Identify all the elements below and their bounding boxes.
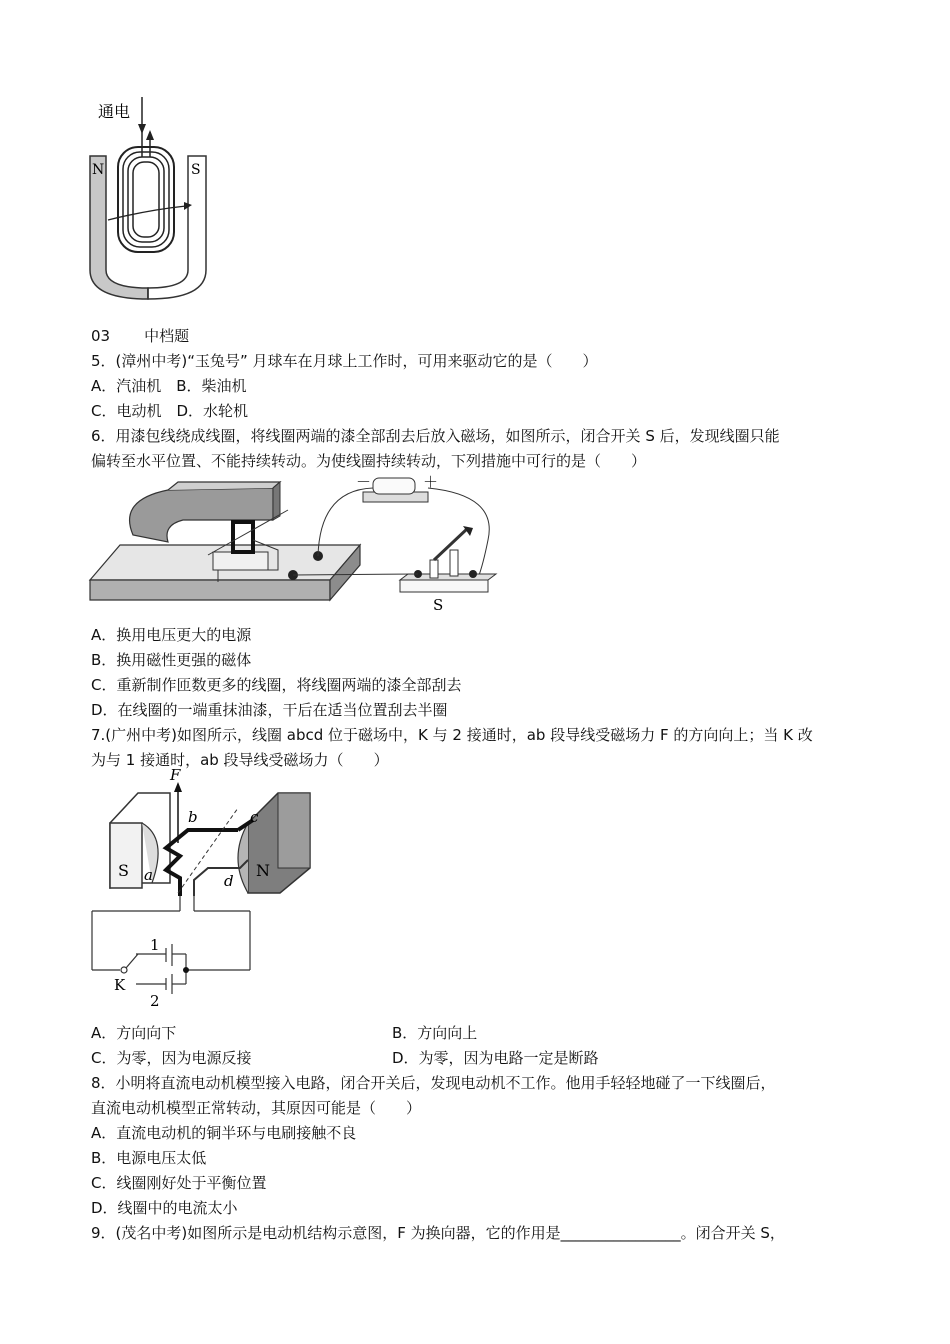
label-a: a (144, 866, 153, 884)
switch-label-s: S (433, 596, 444, 614)
q7-stem-line2: 为与 1 接通时，ab 段导线受磁场力（ ） (91, 751, 389, 769)
q7-option-b: B．方向向上 (392, 1024, 478, 1042)
q6-option-a: A．换用电压更大的电源 (91, 626, 252, 644)
label-n-pole: N (92, 162, 105, 178)
battery-minus-sign: － (356, 473, 372, 491)
label-c: c (250, 808, 259, 826)
q7-option-a: A．方向向下 (91, 1024, 177, 1042)
q9-stem: 9．(茂名中考)如图所示是电动机结构示意图，F 为换向器，它的作用是________________。闭合开关 S， (91, 1224, 785, 1242)
label-2: 2 (150, 992, 160, 1010)
section-title: 中档题 (144, 327, 190, 345)
q8-stem-line2: 直流电动机模型正常转动，其原因可能是（ ） (91, 1099, 422, 1117)
label-1: 1 (150, 936, 160, 954)
battery-plus-sign: ＋ (423, 473, 439, 491)
q5-options-cd: C．电动机 D．水轮机 (91, 402, 249, 420)
q6-stem-line1: 6．用漆包线绕成线圈，将线圈两端的漆全部刮去后放入磁场，如图所示，闭合开关 S 后，发现线圈只能 (91, 427, 780, 445)
label-k: K (114, 976, 126, 994)
figure-motor-apparatus (88, 470, 503, 615)
q5-stem: 5．(漳州中考)“玉兔号” 月球车在月球上工作时，可用来驱动它的是（ ） (91, 352, 598, 370)
q8-option-b: B．电源电压太低 (91, 1149, 207, 1167)
label-d: d (224, 872, 234, 890)
q7-stem-line1: 7.(广州中考)如图所示，线圈 abcd 位于磁场中，K 与 2 接通时，ab 段导线受磁场力 F 的方向向上；当 K 改 (91, 726, 813, 744)
q6-option-b: B．换用磁性更强的磁体 (91, 651, 252, 669)
figure-u-magnet-coil (88, 92, 218, 307)
label-n-pole: N (256, 861, 270, 880)
label-s-pole: S (118, 861, 129, 880)
q7-option-c: C．为零，因为电源反接 (91, 1049, 252, 1067)
q8-option-a: A．直流电动机的铜半环与电刷接触不良 (91, 1124, 357, 1142)
q7-option-d: D．为零，因为电路一定是断路 (392, 1049, 599, 1067)
section-header (91, 326, 189, 346)
q8-stem-line1: 8．小明将直流电动机模型接入电路，闭合开关后，发现电动机不工作。他用手轻轻地碰了一下线圈后， (91, 1074, 776, 1092)
q6-option-d: D．在线圈的一端重抹油漆，干后在适当位置刮去半圈 (91, 701, 448, 719)
figure-coil-abcd (88, 768, 318, 1010)
q8-option-c: C．线圈刚好处于平衡位置 (91, 1174, 267, 1192)
section-number: 03 (91, 327, 111, 345)
label-f: F (170, 768, 181, 784)
label-s-pole: S (191, 162, 201, 178)
label-tongdian: 通电 (98, 102, 131, 121)
q5-options-ab: A．汽油机 B．柴油机 (91, 377, 247, 395)
q6-stem-line2: 偏转至水平位置、不能持续转动。为使线圈持续转动，下列措施中可行的是（ ） (91, 452, 647, 470)
label-b: b (188, 808, 198, 826)
q6-option-c: C．重新制作匝数更多的线圈，将线圈两端的漆全部刮去 (91, 676, 462, 694)
q8-option-d: D．线圈中的电流太小 (91, 1199, 238, 1217)
